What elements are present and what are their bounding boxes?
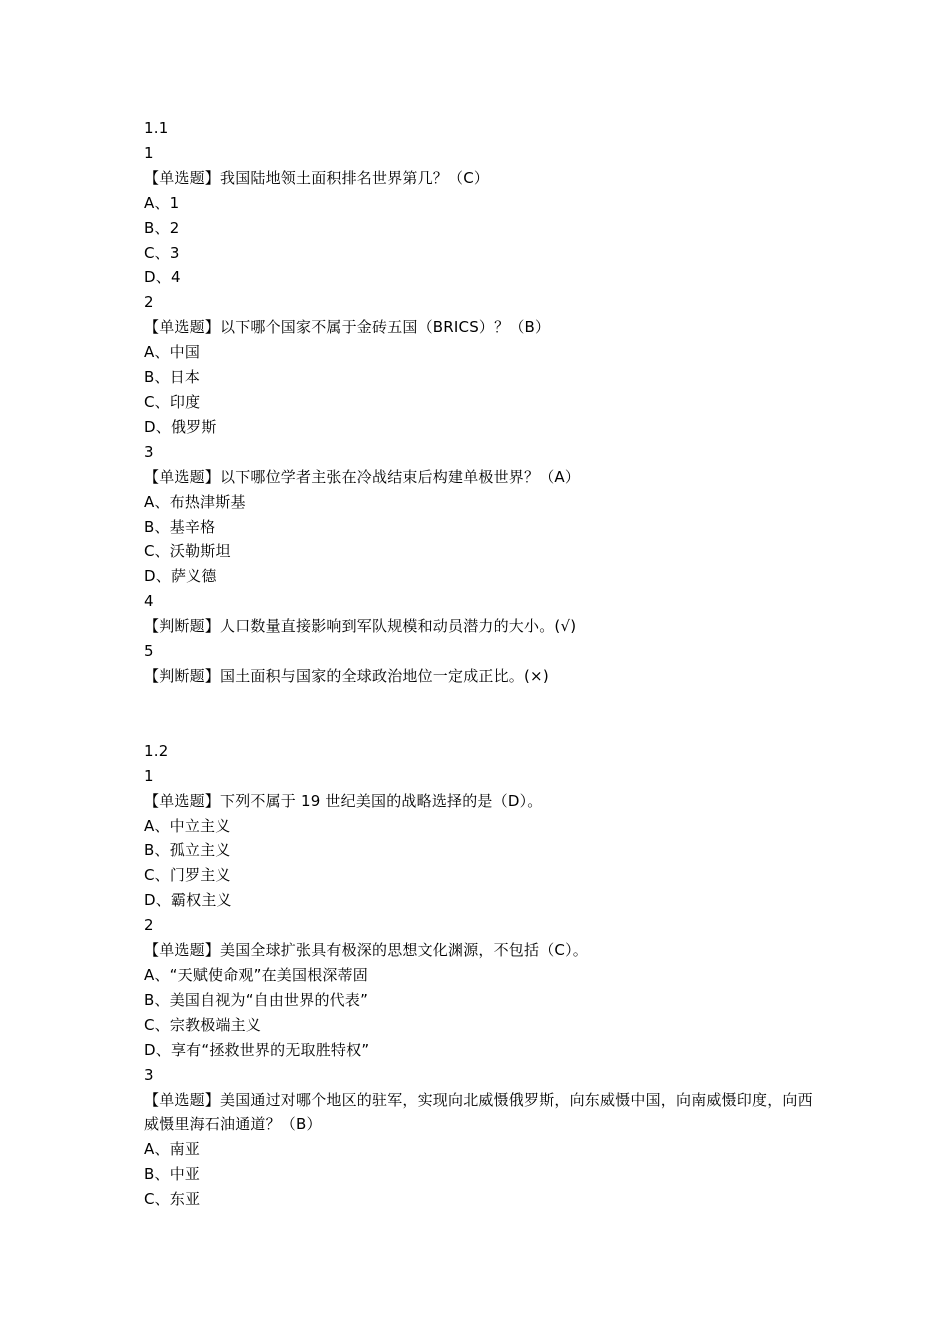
option-a: A、1 — [144, 193, 180, 212]
option-b: B、中亚 — [144, 1165, 201, 1184]
question-block — [144, 1063, 824, 1212]
question-number: 2 — [144, 293, 154, 312]
question-text: 【单选题】以下哪个国家不属于金砖五国（BRICS）？（B） — [144, 318, 551, 337]
question-block — [144, 141, 824, 290]
question-number: 3 — [144, 1065, 154, 1084]
question-text: 【单选题】美国全球扩张具有极深的思想文化渊源，不包括（C）。 — [144, 941, 588, 960]
question-number: 5 — [144, 642, 154, 661]
option-b: B、2 — [144, 218, 180, 237]
option-b: B、孤立主义 — [144, 841, 231, 860]
question-number: 3 — [144, 442, 154, 461]
question-text: 【单选题】我国陆地领土面积排名世界第几？（C） — [144, 168, 490, 187]
option-c: C、东亚 — [144, 1190, 201, 1209]
option-b: B、基辛格 — [144, 517, 216, 536]
option-d: D、霸权主义 — [144, 891, 232, 910]
section-1-1 — [144, 116, 824, 689]
question-text: 【单选题】下列不属于 19 世纪美国的战略选择的是（D）。 — [144, 791, 543, 810]
document-content — [144, 116, 824, 1212]
question-block — [144, 589, 824, 639]
question-text: 【单选题】以下哪位学者主张在冷战结束后构建单极世界？（A） — [144, 467, 581, 486]
question-block — [144, 913, 824, 1062]
section-title: 1.1 — [144, 119, 169, 137]
question-text: 【单选题】美国通过对哪个地区的驻军，实现向北威慑俄罗斯，向东威慑中国，向南威慑印度，向西威慑里海石油通道？（B） — [144, 1090, 813, 1134]
option-c: C、沃勒斯坦 — [144, 542, 231, 561]
option-a: A、中国 — [144, 343, 201, 362]
option-c: C、宗教极端主义 — [144, 1015, 262, 1034]
question-text: 【判断题】人口数量直接影响到军队规模和动员潜力的大小。(√) — [144, 617, 577, 636]
option-a: A、南亚 — [144, 1140, 201, 1159]
question-number: 2 — [144, 916, 154, 935]
question-number: 1 — [144, 143, 154, 162]
option-d: D、4 — [144, 268, 181, 287]
option-a: A、“天赋使命观”在美国根深蒂固 — [144, 966, 369, 984]
question-block — [144, 764, 824, 913]
question-block — [144, 440, 824, 589]
section-spacer — [144, 689, 824, 739]
option-d: D、俄罗斯 — [144, 417, 217, 436]
option-b: B、美国自视为“自由世界的代表” — [144, 990, 369, 1009]
option-d: D、享有“拯救世界的无取胜特权” — [144, 1040, 370, 1059]
option-c: C、印度 — [144, 392, 201, 411]
question-number: 4 — [144, 592, 154, 611]
option-b: B、日本 — [144, 368, 201, 387]
option-c: C、门罗主义 — [144, 866, 231, 885]
option-c: C、3 — [144, 243, 180, 262]
option-a: A、布热津斯基 — [144, 492, 246, 511]
question-block — [144, 639, 824, 689]
option-d: D、萨义德 — [144, 567, 217, 586]
question-text: 【判断题】国土面积与国家的全球政治地位一定成正比。(×) — [144, 666, 549, 685]
section-1-2 — [144, 739, 824, 1212]
section-title: 1.2 — [144, 741, 169, 760]
option-a: A、中立主义 — [144, 816, 231, 835]
question-block — [144, 290, 824, 439]
question-number: 1 — [144, 766, 154, 785]
